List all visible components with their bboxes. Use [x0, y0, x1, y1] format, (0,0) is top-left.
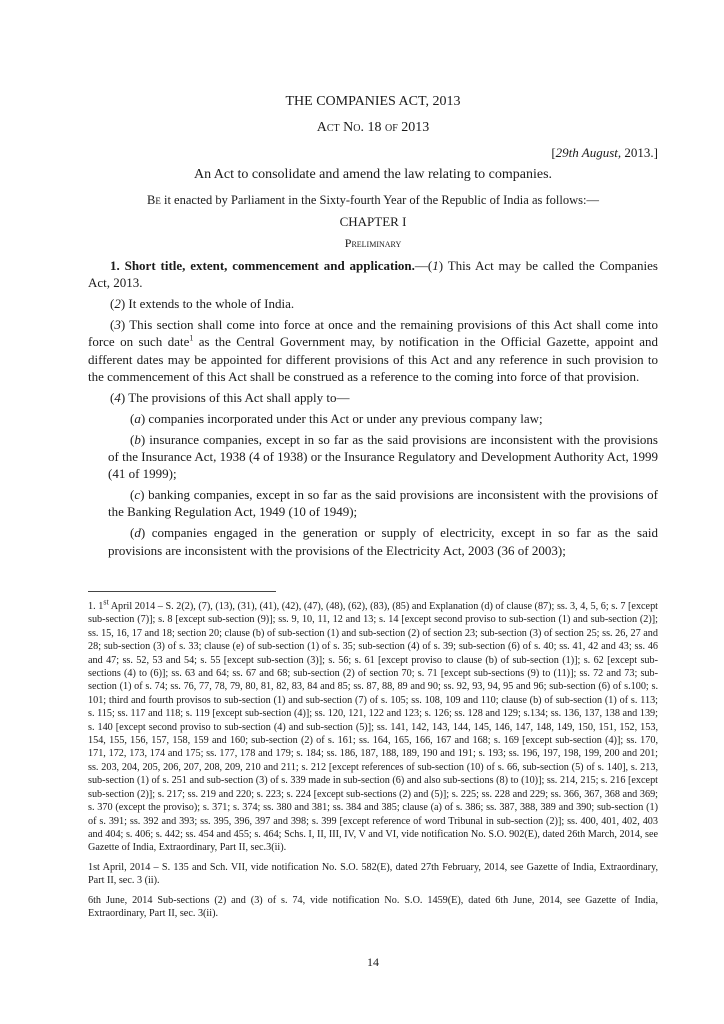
clause-b: (b) insurance companies, except in so far as the said provisions are inconsistent with the provisions of the Insurance Act, 1938 (4 of 1938) or the Insurance Regulatory and Development Authority Act, 1999 (41 of 1999); — [108, 431, 658, 482]
act-no-of: of — [384, 120, 398, 135]
clause-c: (c) banking companies, except in so far as the said provisions are inconsistent with the provisions of the Banking Regulation Act, 1949 (10 of 1949); — [108, 487, 658, 520]
subsection-1: 1. Short title, extent, commencement and application.—(1) This Act may be called the Companies Act, 2013. — [88, 258, 658, 291]
subsection-3: (3) This section shall come into force at once and the remaining provisions of this Act shall come into force on such date$^1$ as the Central Government may, by notification in the Official Gazette, appoint and different dates may be appointed for different provisions of this Act and any reference in such provision to the commencement of this Act shall be construed as a reference to the coming into force of that provision. — [88, 317, 658, 384]
chapter-subtitle: Preliminary — [344, 236, 402, 250]
act-no-year: 2013 — [401, 120, 430, 135]
act-number — [88, 120, 658, 136]
footnote-divider — [88, 591, 276, 592]
long-title: An Act to consolidate and amend the law relating to companies. — [193, 167, 553, 182]
enacting-formula: Be it enacted by Parliament in the Sixty-fourth Year of the Republic of India as follows:— — [147, 193, 599, 207]
section-body — [88, 257, 658, 563]
footnote-2: 1st April, 2014 – S. 135 and Sch. VII, vide notification No. S.O. 582(E), dated 27th February, 2014, see Gazette of India, Extraordinary, Part II, sec. 3 (ii). — [88, 861, 658, 887]
footnote-1: 1. 1st April 2014 – S. 2(2), (7), (13), (31), (41), (42), (47), (48), (62), (83), (85) and Explanation (d) of clause (87); ss. 3, 4, 5, 6; s. 7 [except sub-section (7)]; s. 8 [except sub-section (9)]; ss. 9, 10, 11, 12 and 13; s. 14 [except second proviso to sub-section (1) and sub-section (2)]; ss. 15, 16, 17 and 18; section 20; clause (b) of sub-section (1) and sub-section (2) of section 23; sub-section (3) of section 25; ss. 26, 27 and 28; sub-section (3) of s. 33; clause (e) of sub-section (1) of s. 35; sub-section (4) of s. 39; sub-section (6) of s. 40; ss. 41, 42 and 43; ss. 46 and 47; ss. 52, 53 and 54; s. 55 [except sub-section (3)]; s. 56; s. 61 [except proviso to clause (b) of sub-section (1)]; s. 62 [except sub-sections (4) to (6)]; ss. 63 and 64; ss. 67 and 68; sub-section (2) of section 70; s. 71 [except sub-sections (9) to (11)]; ss. 72 and 73; sub-section (1) of s. 74; ss. 76, 77, 78, 79, 80, 81, 82, 83, 84 and 85; ss. 87, 88, 89 and 90; ss. 92, 93, 94, 95 and 96; sub-section (6) of s.100; s. 101; third and fourth provisos to sub-section (1) and sub-section (7) of s. 105; ss. 108, 109 and 110; clause (b) of sub-section (1) of s. 113; s. 115; ss. 117 and 118; s. 119 [except sub-section (4)]; ss. 120, 121, 122 and 123; s. 126; ss. 128 and 129; s.134; ss. 136, 137, 138 and 139; s. 140 [except second proviso to sub-section (4) and sub-section (5)]; ss. 141, 142, 143, 144, 145, 146, 147, 148, 149, 150, 151, 152, 153, 154, 155, 156, 157, 158, 159 and 160; sub-section (2) of s. 161; ss. 164, 165, 166, 167 and 168; s. 169 [except sub-section (4)]; ss. 170, 171, 172, 173, 174 and 175; ss. 177, 178 and 179; s. 184; ss. 186, 187, 188, 189, 190 and 191; s. 193; ss. 196, 197, 198, 199, 200 and 201; ss. 203, 204, 205, 206, 207, 208, 209, 210 and 211; s. 212 [except references of sub-section (10) of s. 66, sub-section (5) of s. 140], s. 213, sub-section (1) of s. 251 and sub-section (3) of s. 339 made in sub-section (6) and also sub-sections (8) to (10)]; ss. 214, 215; s. 216 [except sub-section (2)]; s. 217; ss. 219 and 220; s. 223; s. 224 [except sub-sections (2) and (5)]; s. 225; ss. 228 and 229; ss. 366, 367, 368 and 369; s. 370 (except the proviso); s. 371; s. 374; ss. 380 and 381; ss. 384 and 385; clause (a) of s. 386; ss. 387, 388, 389 and 390; sub-section (1) of s. 391; ss. 392 and 393; ss. 395, 396, 397 and 398; s. 399 [except reference of word Tribunal in sub-section (2)]; ss. 400, 401, 402, 403 and 404; s. 406; s. 442; ss. 454 and 455; s. 464; Schs. I, II, III, IV, V and VI, vide notification No. S.O. 902(E), dated 26th March, 2014, see Gazette of India, Extraordinary, Part II, sec.3(ii). — [88, 597, 659, 854]
act-no-value: 18 — [367, 120, 382, 135]
clause-d: (d) companies engaged in the generation or supply of electricity, except in so far as the said provisions are inconsistent with the provisions of the Electricity Act, 2003 (36 of 2003); — [108, 525, 658, 558]
subsection-4: (4) The provisions of this Act shall apply to— — [110, 389, 350, 405]
act-title: THE COMPANIES ACT, 2013 — [285, 94, 461, 109]
footnote-3: 6th June, 2014 Sub-sections (2) and (3) of s. 74, vide notification No. S.O. 1459(E), dated 6th June, 2014, see Gazette of India, Extraordinary, Part II, sec. 3(ii). — [88, 894, 658, 919]
section-heading: 1. Short title, extent, commencement and application. — [110, 258, 415, 273]
chapter-heading: CHAPTER I — [339, 214, 407, 229]
clause-a: (a) companies incorporated under this Act or under any previous company law; — [130, 410, 543, 426]
footnotes — [88, 597, 659, 926]
footnote-marker: 1 — [189, 334, 194, 344]
page-number: 14 — [367, 955, 379, 969]
enactment-date: [29th August, 2013.] — [551, 145, 658, 160]
act-no-prefix: Act No. — [316, 120, 364, 135]
subsection-2: (2) It extends to the whole of India. — [110, 296, 295, 312]
